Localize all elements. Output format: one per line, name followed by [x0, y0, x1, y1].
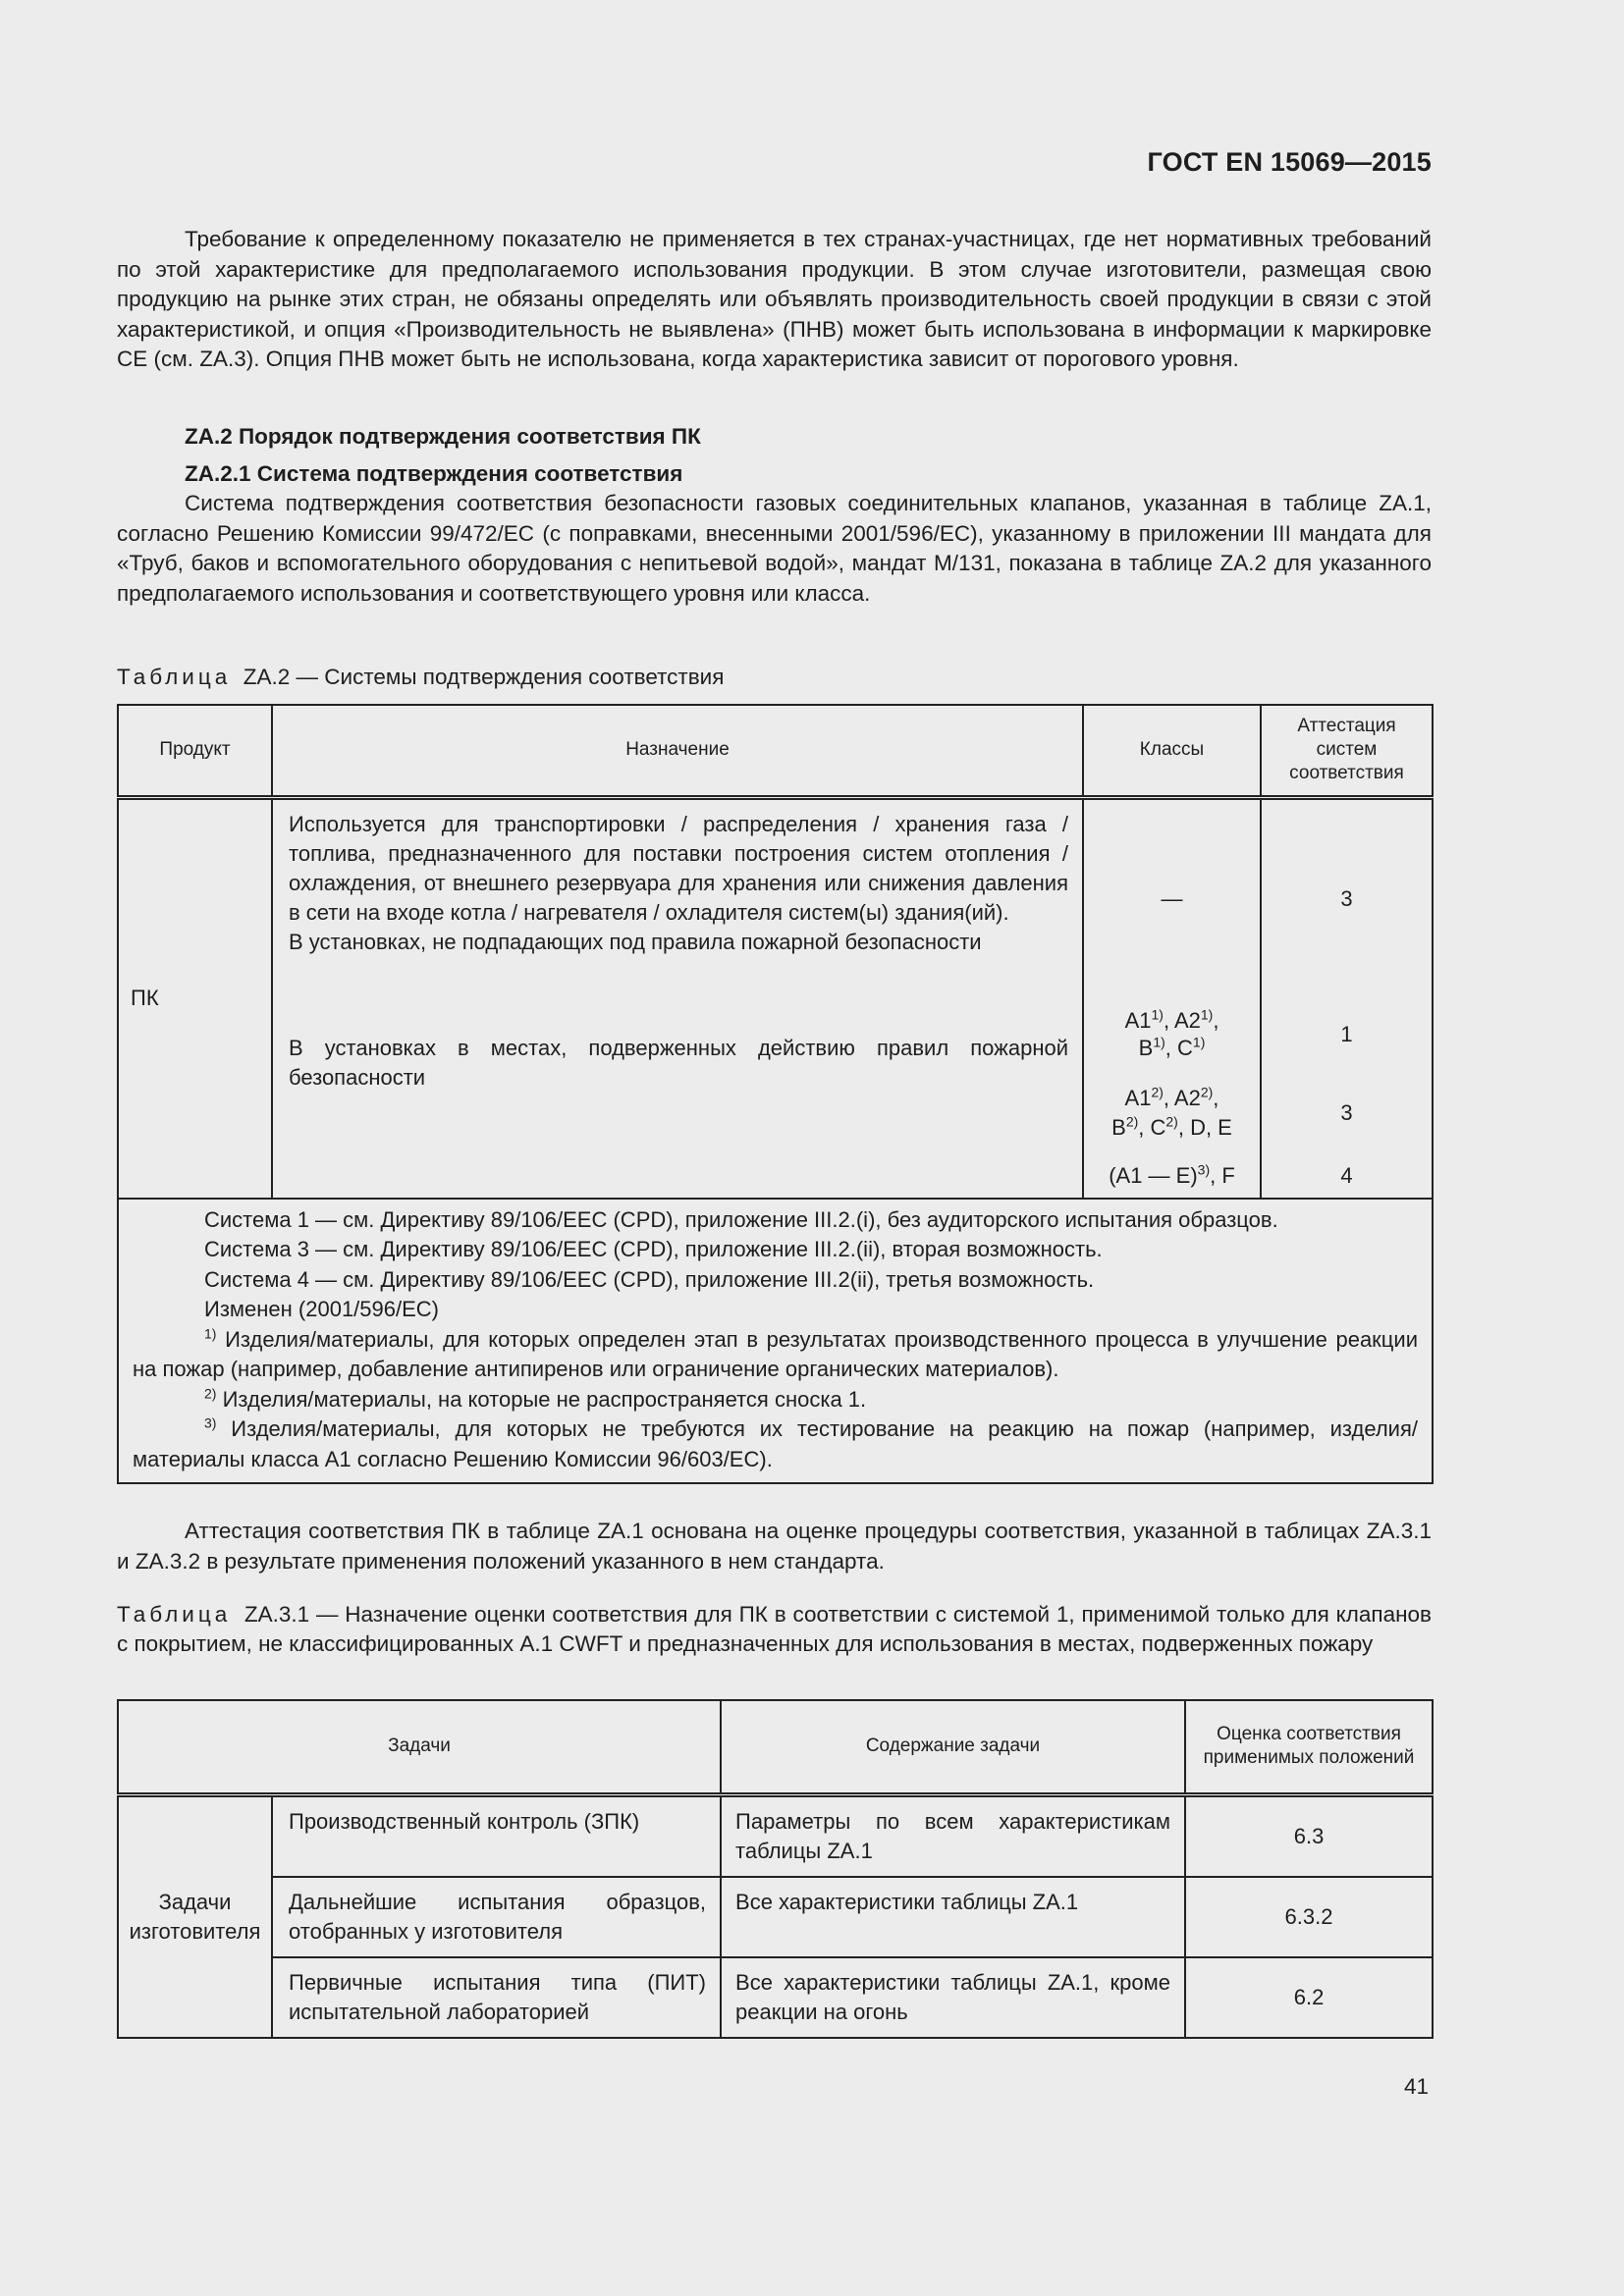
purpose-text-2: В установках, не подпадающих под правила пожарной безопасности: [289, 929, 982, 954]
section-za21-paragraph: Система подтверждения соответствия безопасности газовых соединительных клапанов, указанная в таблице ZA.1, согласно Решению Комиссии 99/472/ЕС (с поправками, внесенными 2001/596/ЕС), указанному в приложении III мандата для «Труб, баков и вспомогательного оборудования с непитьевой водой», мандат М/131, показана в таблице ZA.2 для указанного предполагаемого использования и соответствующего уровня или класса.: [117, 491, 1432, 606]
content-cell: Параметры по всем характеристикам таблицы ZA.1: [721, 1794, 1185, 1877]
task-cell: Дальнейшие испытания образцов, отобранных у изготовителя: [272, 1877, 721, 1957]
task-cell: Первичные испытания типа (ПИТ) испытательной лабораторией: [272, 1957, 721, 2038]
purpose-cell: [272, 797, 1083, 1199]
header-content: Содержание задачи: [721, 1700, 1185, 1794]
note-system-4: Система 4 — см. Директиву 89/106/ЕЕС (CPD), приложение III.2(ii), третья возможность.: [204, 1266, 1095, 1292]
product-cell: ПК: [118, 797, 272, 1199]
header-purpose: Назначение: [272, 705, 1083, 797]
footnote-1: $^{1)}$ Изделия/материалы, для которых определен этап в результатах производственного процесса в улучшение реакции на пожар (например, добавление антипиренов или ограничение органических материалов).: [133, 1325, 1418, 1381]
header-attestation: Аттестация систем соответствия: [1261, 705, 1433, 797]
table-za2-caption: [117, 663, 1432, 692]
classes-row-2: A1$^{1)}$, A2$^{1)}$, $B^{1)}$, $C^{1)}$: [1124, 1006, 1219, 1060]
table-za31-caption-text: ZA.3.1 — Назначение оценки соответствия для ПК в соответствии с системой 1, применимой только для клапанов с покрытием, не классифицированных А.1 CWFT и предназначенных для использования в местах, подверженных пожару: [117, 1602, 1432, 1656]
classes-cell: [1083, 797, 1261, 1199]
section-za21-title: ZA.2.1 Система подтверждения соответствия: [185, 461, 683, 486]
note-system-3: Система 3 — см. Директиву 89/106/ЕЕС (CPD), приложение III.2.(ii), вторая возможность.: [204, 1237, 1103, 1261]
attestation-paragraph: Аттестация соответствия ПК в таблице ZA.1 основана на оценке процедуры соответствия, указанной в таблицах ZA.3.1 и ZA.3.2 в результате применения положений указанного в нем стандарта.: [117, 1519, 1432, 1574]
footnote-3: $^{3)}$ Изделия/материалы, для которых не требуются их тестирование на реакцию на пожар (например, изделия/материалы класса А1 согласно Решению Комиссии 96/603/ЕС).: [133, 1415, 1418, 1471]
table-za31: [117, 1699, 1432, 2039]
attestation-cell: [1261, 797, 1433, 1199]
table-za2-notes: [118, 1199, 1433, 1484]
ref-cell: 6.3: [1185, 1794, 1433, 1877]
content-cell: Все характеристики таблицы ZA.1, кроме реакции на огонь: [721, 1957, 1185, 2038]
section-za2-title: ZA.2 Порядок подтверждения соответствия ПК: [185, 424, 701, 449]
classes-row-4: (A1 — E)$^{3)}$, F: [1109, 1161, 1235, 1188]
table-za2: [117, 704, 1432, 1484]
attestation-row-2: 1: [1340, 1021, 1353, 1046]
content-cell: Все характеристики таблицы ZA.1: [721, 1877, 1185, 1957]
table-za2-caption-label: Таблица: [117, 665, 232, 689]
classes-row-3: A1$^{2)}$, A2$^{2)}$, $B^{2)}$, $C^{2)}$, D, E: [1111, 1084, 1232, 1140]
intro-paragraph: Требование к определенному показателю не применяется в тех странах-участницах, где нет нормативных требований по этой характеристике для предполагаемого использования продукции. В этом случае изготовители, размещая свою продукцию на рынке этих стран, не обязаны определять или объявлять производительность своей продукции в связи с этой характеристикой, и опция «Производительность не выявлена» (ПНВ) может быть использована в информации к маркировке СЕ (см. ZA.3). Опция ПНВ может быть не использована, когда характеристика зависит от порогового уровня.: [117, 227, 1432, 371]
note-changed: Изменен (2001/596/ЕС): [204, 1297, 439, 1321]
header-tasks: Задачи: [118, 1700, 721, 1794]
header-product: Продукт: [118, 705, 272, 797]
purpose-text-1: Используется для транспортировки / распределения / хранения газа / топлива, предназначенного для поставки построения систем отопления / охлаждения, от внешнего резервуара для хранения или снижения давления в сети на входе котла / нагревателя / охладителя систем(ы) здания(ий).: [289, 811, 1068, 925]
standard-id: ГОСТ EN 15069—2015: [1147, 147, 1432, 177]
attestation-row-4: 4: [1340, 1163, 1353, 1188]
ref-cell: 6.3.2: [1185, 1877, 1433, 1957]
attestation-row-1: 3: [1340, 885, 1353, 911]
page-number: 41: [1403, 2074, 1429, 2099]
header-classes: Классы: [1083, 705, 1261, 797]
classes-row-1: —: [1161, 885, 1183, 911]
table-za2-caption-text: ZA.2 — Системы подтверждения соответствия: [243, 665, 725, 689]
attestation-row-3: 3: [1340, 1099, 1353, 1125]
task-cell: Производственный контроль (ЗПК): [272, 1794, 721, 1877]
table-za31-caption-label: Таблица: [117, 1602, 232, 1627]
group-cell: Задачи изготовителя: [118, 1794, 272, 2038]
ref-cell: 6.2: [1185, 1957, 1433, 2038]
footnote-2: $^{2)}$ Изделия/материалы, на которые не распространяется сноска 1.: [204, 1385, 867, 1412]
purpose-text-3: В установках в местах, подверженных действию правил пожарной безопасности: [289, 1035, 1068, 1090]
note-system-1: Система 1 — см. Директиву 89/106/ЕЕС (CPD), приложение III.2.(i), без аудиторского испытания образцов.: [204, 1206, 1278, 1232]
header-assessment: Оценка соответствия применимых положений: [1185, 1700, 1433, 1794]
table-za31-caption: [117, 1600, 1432, 1659]
